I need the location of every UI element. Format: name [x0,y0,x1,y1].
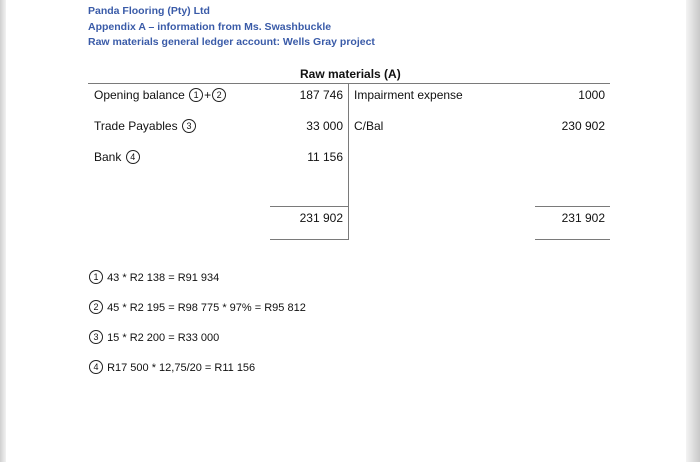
ledger-center-rule [348,83,349,240]
debit-row-opening-balance: Opening balance 1 + 2 [94,88,227,103]
debit-row-bank: Bank 4 [94,150,141,165]
note-2: 2 45 * R2 195 = R98 775 * 97% = R95 812 [88,301,306,315]
note-circle-2: 2 [89,300,103,314]
note-3: 3 15 * R2 200 = R33 000 [88,331,219,345]
account-title: Raw materials general ledger account: Wells Gray project [88,36,375,48]
credit-label-c-bal: C/Bal [354,119,384,133]
ledger-title: Raw materials (A) [300,67,401,81]
ledger-top-rule [88,83,610,84]
photo-edge-left [0,0,6,462]
debit-total: 231 902 [299,211,343,225]
ref-circle-3: 3 [182,119,196,133]
credit-amount-c-bal: 230 902 [561,119,605,133]
debit-total-rule-top [270,206,348,207]
debit-amount-opening-balance: 187 746 [299,88,343,102]
credit-total-rule-top [535,206,610,207]
note-circle-1: 1 [89,270,103,284]
note-circle-4: 4 [89,360,103,374]
ref-circle-2: 2 [212,88,226,102]
debit-total-rule-bottom [270,239,348,240]
credit-total: 231 902 [561,211,605,225]
credit-total-rule-bottom [535,239,610,240]
note-1: 1 43 * R2 138 = R91 934 [88,271,219,285]
debit-amount-trade-payables: 33 000 [306,119,343,133]
company-name: Panda Flooring (Pty) Ltd [88,5,210,17]
appendix-title: Appendix A – information from Ms. Swashbuckle [88,20,332,33]
ref-circle-1: 1 [189,88,203,102]
debit-row-trade-payables: Trade Payables 3 [94,119,197,134]
photo-edge-right [686,0,700,462]
ref-circle-4: 4 [126,150,140,164]
credit-label-impairment: Impairment expense [354,88,463,102]
note-4: 4 R17 500 * 12,75/20 = R11 156 [88,361,255,375]
debit-amount-bank: 11 156 [307,150,343,164]
note-circle-3: 3 [89,330,103,344]
credit-amount-impairment: 1000 [578,88,605,102]
document-header [88,4,375,51]
